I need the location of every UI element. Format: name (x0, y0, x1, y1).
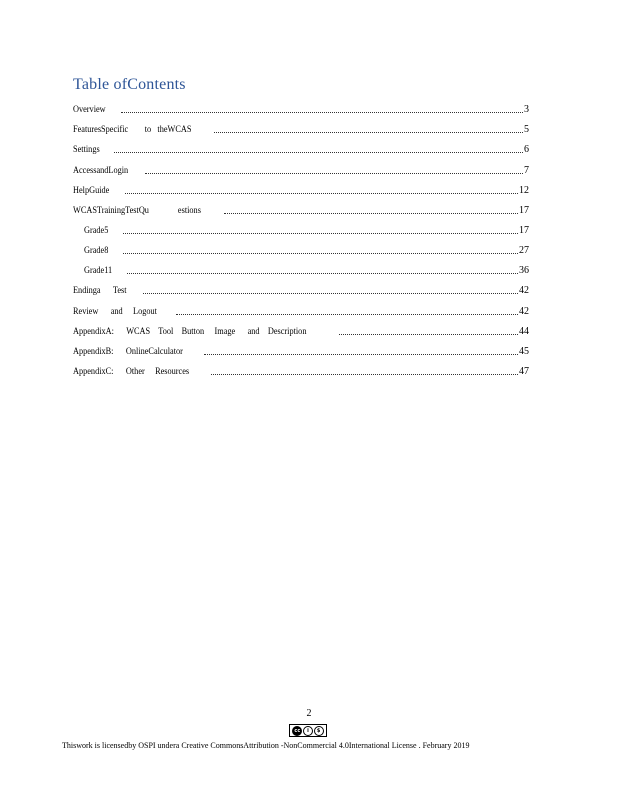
toc-entry-page: 45 (519, 345, 529, 357)
toc-entry-label: Grade11 (84, 265, 113, 276)
toc-entry-page: 17 (519, 224, 529, 236)
toc-entry[interactable] (73, 296, 529, 316)
toc-entry-label: HelpGuide (73, 184, 110, 195)
toc-entry-page: 47 (519, 365, 529, 377)
toc-entry-label: Grade5 (84, 224, 109, 235)
toc-leader-dots (123, 232, 519, 234)
toc-title: Table ofContents (73, 76, 186, 93)
toc-entry-label: Settings (73, 144, 100, 155)
cc-icon: cc (292, 726, 302, 736)
toc-entry-label: AccessandLogin (73, 164, 129, 175)
toc-entry-page: 6 (524, 144, 529, 156)
toc-entry[interactable] (73, 256, 529, 276)
toc-leader-dots (114, 151, 523, 153)
cc-license-icon (289, 724, 327, 737)
toc-leader-dots (214, 131, 523, 133)
toc-entry-page: 7 (524, 164, 529, 176)
toc-entry-page: 17 (519, 204, 529, 216)
toc-entry[interactable] (73, 95, 529, 115)
page-number: 2 (306, 708, 312, 719)
toc-entry[interactable] (73, 196, 529, 216)
toc-leader-dots (224, 212, 518, 214)
toc-leader-dots (127, 272, 518, 274)
toc-entry[interactable] (73, 236, 529, 256)
toc-entry-label: Grade8 (84, 245, 109, 256)
toc-entry-label: FeaturesSpecific to theWCAS (73, 124, 192, 135)
toc-entry-page: 12 (519, 184, 529, 196)
toc-entry[interactable] (73, 176, 529, 196)
toc-entry-label: AppendixA: WCAS Tool Button Image and Description (73, 325, 307, 336)
toc-entry-page: 36 (519, 265, 529, 277)
toc-entry-page: 27 (519, 245, 529, 257)
toc-leader-dots (123, 252, 519, 254)
toc-entry-label: Review and Logout (73, 305, 157, 316)
toc-leader-dots (211, 373, 518, 375)
toc-entry[interactable] (73, 317, 529, 337)
toc-entry-page: 44 (519, 325, 529, 337)
toc-entry[interactable] (73, 357, 529, 377)
toc-list (73, 95, 529, 377)
toc-entry[interactable] (73, 216, 529, 236)
toc-leader-dots (339, 333, 518, 335)
toc-entry[interactable] (73, 276, 529, 296)
toc-leader-dots (145, 172, 523, 174)
license-text: Thiswork is licensedby OSPI undera Creative CommonsAttribution -NonCommercial 4.0International License . February 2019 (62, 741, 470, 750)
toc-entry-page: 42 (519, 285, 529, 297)
toc-entry-page: 3 (524, 104, 529, 116)
toc-leader-dots (143, 292, 518, 294)
nc-icon: $ (314, 726, 324, 736)
toc-entry[interactable] (73, 135, 529, 155)
toc-leader-dots (121, 111, 524, 113)
toc-entry-label: Overview (73, 104, 106, 115)
toc-entry-label: Endinga Test (73, 285, 127, 296)
toc-entry-page: 5 (524, 124, 529, 136)
toc-entry[interactable] (73, 115, 529, 135)
toc-leader-dots (125, 192, 519, 194)
toc-entry[interactable] (73, 155, 529, 175)
toc-entry[interactable] (73, 337, 529, 357)
toc-entry-label: AppendixC: Other Resources (73, 365, 190, 376)
toc-leader-dots (176, 313, 518, 315)
toc-entry-label: WCASTrainingTestQu estions (73, 204, 201, 215)
toc-entry-page: 42 (519, 305, 529, 317)
toc-leader-dots (204, 353, 518, 355)
toc-entry-label: AppendixB: OnlineCalculator (73, 345, 183, 356)
by-icon: i (303, 726, 313, 736)
